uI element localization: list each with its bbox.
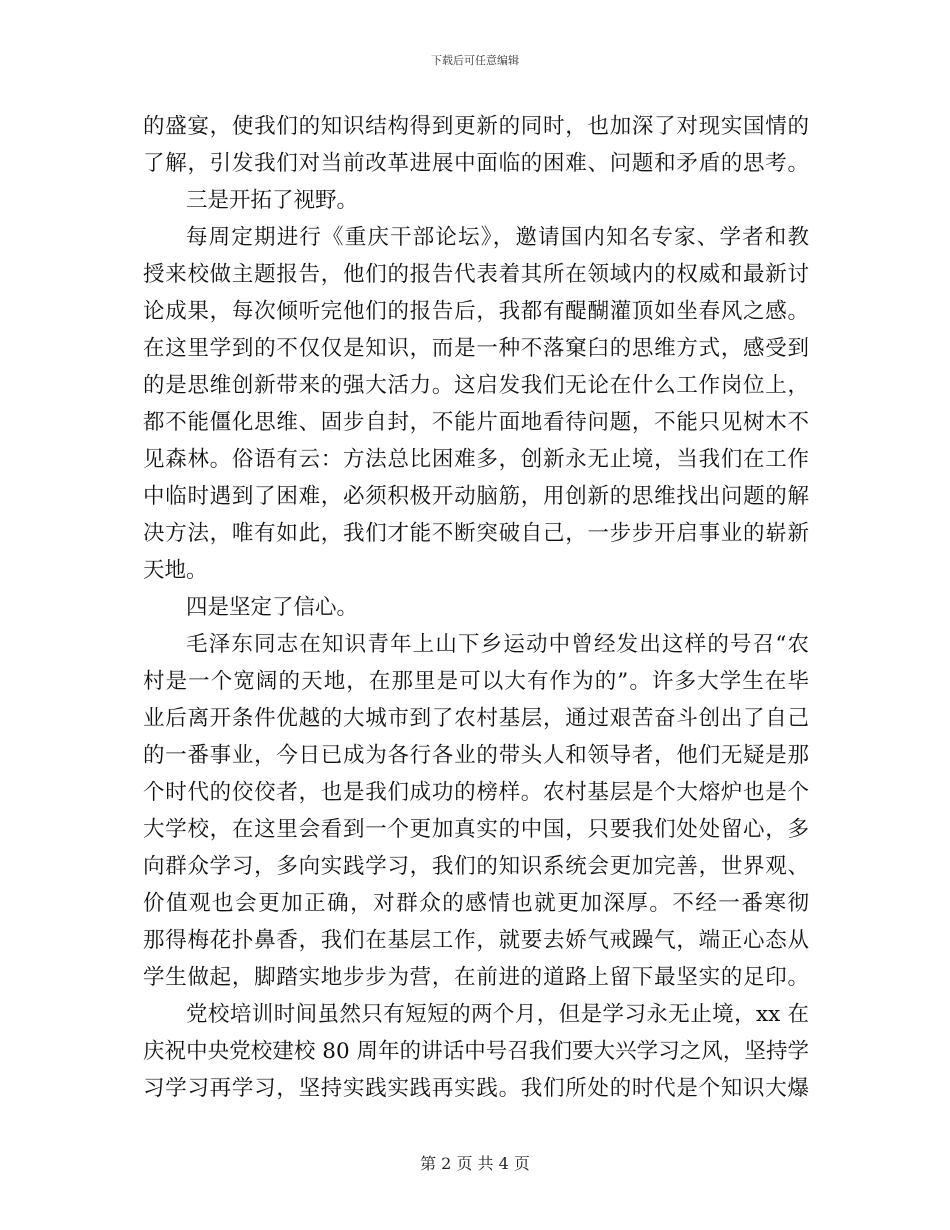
body-line: 那得梅花扑鼻香，我们在基层工作，就要去娇气戒躁气，端正心态从 bbox=[143, 928, 809, 953]
body-line: 了解，引发我们对当前改革进展中面临的困难、问题和矛盾的思考。 bbox=[143, 151, 809, 176]
body-line: 党校培训时间虽然只有短短的两个月，但是学习永无止境，xx 在 bbox=[186, 1002, 809, 1027]
body-line: 的盛宴，使我们的知识结构得到更新的同时，也加深了对现实国情的 bbox=[143, 114, 809, 139]
body-line: 见森林。俗语有云：方法总比困难多，创新永无止境，当我们在工作 bbox=[143, 447, 809, 472]
body-line: 个时代的佼佼者，也是我们成功的榜样。农村基层是个大熔炉也是个 bbox=[143, 780, 809, 805]
body-line: 毛泽东同志在知识青年上山下乡运动中曾经发出这样的号召“农 bbox=[186, 632, 809, 657]
body-line: 村是一个宽阔的天地，在那里是可以大有作为的”。许多大学生在毕 bbox=[143, 669, 809, 694]
body-line: 都不能僵化思维、固步自封，不能片面地看待问题，不能只见树木不 bbox=[143, 410, 809, 435]
body-line: 价值观也会更加正确，对群众的感情也就更加深厚。不经一番寒彻 bbox=[143, 891, 809, 916]
page-header: 下载后可任意编辑 bbox=[431, 54, 519, 67]
body-line: 习学习再学习，坚持实践实践再实践。我们所处的时代是个知识大爆 bbox=[143, 1076, 809, 1101]
section-heading: 三是开拓了视野。 bbox=[186, 188, 359, 213]
body-line: 的是思维创新带来的强大活力。这启发我们无论在什么工作岗位上， bbox=[143, 373, 809, 398]
body-line: 大学校，在这里会看到一个更加真实的中国，只要我们处处留心，多 bbox=[143, 817, 809, 842]
body-line: 的一番事业，今日已成为各行各业的带头人和领导者，他们无疑是那 bbox=[143, 743, 809, 768]
body-line: 决方法，唯有如此，我们才能不断突破自己，一步步开启事业的崭新 bbox=[143, 521, 809, 546]
page-number-footer: 第 2 页 共 4 页 bbox=[420, 1154, 530, 1173]
body-line: 学生做起，脚踏实地步步为营，在前进的道路上留下最坚实的足印。 bbox=[143, 965, 809, 990]
body-line: 向群众学习，多向实践学习，我们的知识系统会更加完善，世界观、 bbox=[143, 854, 809, 879]
section-heading: 四是坚定了信心。 bbox=[186, 595, 359, 620]
body-line: 庆祝中央党校建校 80 周年的讲话中号召我们要大兴学习之风，坚持学 bbox=[143, 1039, 809, 1064]
body-line: 天地。 bbox=[143, 558, 208, 583]
body-line: 在这里学到的不仅仅是知识，而是一种不落窠臼的思维方式，感受到 bbox=[143, 336, 809, 361]
body-line: 授来校做主题报告，他们的报告代表着其所在领域内的权威和最新讨 bbox=[143, 262, 809, 287]
body-line: 每周定期进行《重庆干部论坛》，邀请国内知名专家、学者和教 bbox=[186, 225, 809, 250]
body-line: 论成果，每次倾听完他们的报告后，我都有醍醐灌顶如坐春风之感。 bbox=[143, 299, 809, 324]
body-line: 中临时遇到了困难，必须积极开动脑筋，用创新的思维找出问题的解 bbox=[143, 484, 809, 509]
body-line: 业后离开条件优越的大城市到了农村基层，通过艰苦奋斗创出了自己 bbox=[143, 706, 809, 731]
